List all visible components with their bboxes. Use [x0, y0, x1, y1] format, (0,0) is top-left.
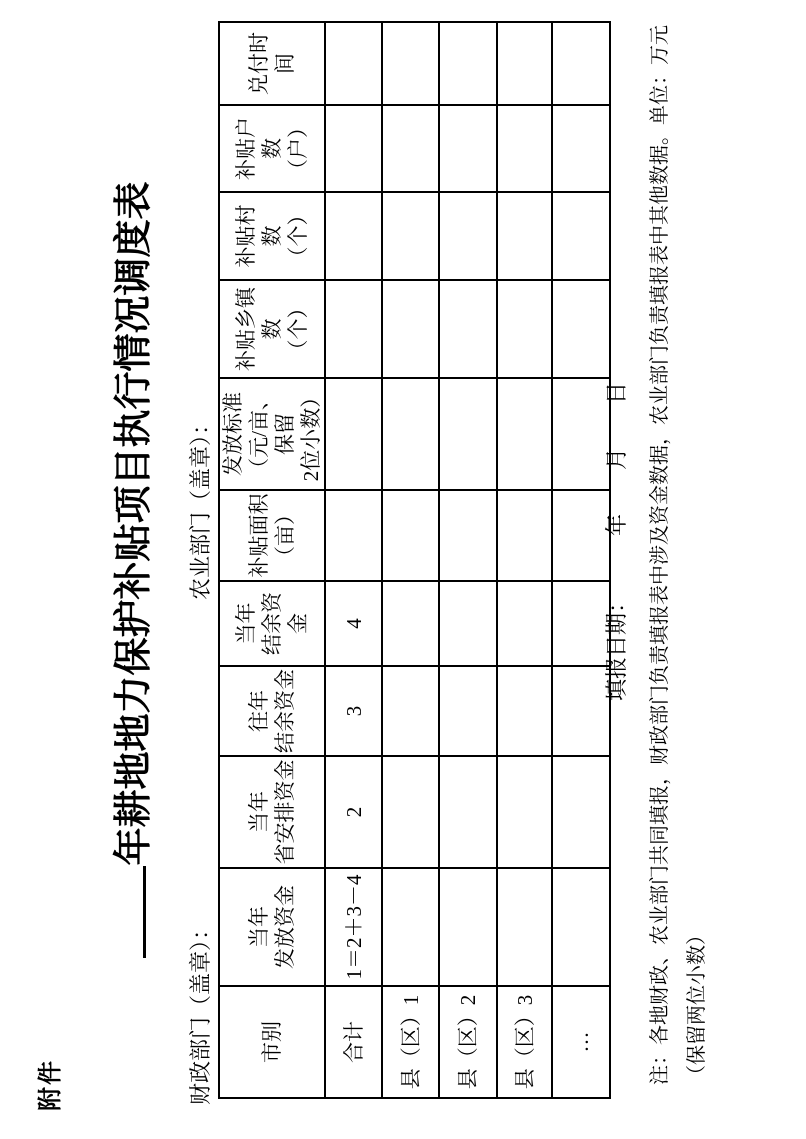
data-cell-empty	[497, 378, 552, 490]
data-cell-empty	[497, 756, 552, 868]
finance-dept-stamp-label: 财政部门（盖章）：	[188, 917, 213, 1105]
data-cell-empty	[439, 192, 497, 280]
year-blank-underline	[113, 866, 146, 958]
data-cell-empty	[497, 22, 552, 105]
row-label-cell: 合计	[325, 986, 382, 1098]
document-title: 年耕地地力保护补贴项目执行情况调度表	[113, 181, 155, 866]
data-cell-empty	[497, 868, 552, 986]
header-cell-dangnian-sheng: 当年 省安排资金	[219, 756, 325, 868]
note-line-1: 注：各地财政、农业部门共同填报，财政部门负责填报表中涉及资金数据，农业部门负责填报表中其他数据。单位：万元	[649, 25, 671, 1085]
table-row	[439, 22, 497, 1098]
data-cell-empty	[497, 666, 552, 756]
data-cell-value: 2	[325, 756, 382, 868]
fill-date-line: 填报日期： 年 月 日	[604, 381, 629, 701]
header-cell-shibie: 市别	[219, 986, 325, 1098]
table-row	[497, 22, 552, 1098]
agriculture-dept-stamp-label: 农业部门（盖章）：	[188, 412, 213, 600]
data-cell-empty	[439, 868, 497, 986]
data-cell-empty	[497, 280, 552, 378]
data-cell-empty	[552, 868, 610, 986]
header-cell-duifu-shijian: 兑付时间	[219, 22, 325, 105]
data-cell-value: 3	[325, 666, 382, 756]
data-cell-value: 1＝2＋3－4	[325, 868, 382, 986]
table-row	[325, 22, 382, 1098]
data-cell-empty	[497, 490, 552, 581]
header-cell-fafang-biaozhun: 发放标准 （元/亩、保留 2位小数）	[219, 378, 325, 490]
notes-block	[642, 5, 716, 1085]
header-cell-wangnian-jieyu: 往年 结余资金	[219, 666, 325, 756]
table-body	[219, 22, 610, 1098]
data-cell-empty	[497, 105, 552, 192]
data-cell-empty	[439, 581, 497, 666]
row-label-cell: …	[552, 986, 610, 1098]
data-cell-empty	[497, 192, 552, 280]
data-cell-empty	[325, 280, 382, 378]
stamp-row	[184, 0, 212, 1139]
data-cell-empty	[382, 378, 439, 490]
data-cell-empty	[439, 378, 497, 490]
row-label-cell: 县（区）2	[439, 986, 497, 1098]
table-header-row	[219, 22, 325, 1098]
data-cell-empty	[382, 105, 439, 192]
data-cell-empty	[439, 280, 497, 378]
data-cell-empty	[382, 192, 439, 280]
data-cell-empty	[439, 490, 497, 581]
subsidy-schedule-table	[218, 21, 611, 1099]
table-row	[382, 22, 439, 1098]
document-title-line	[102, 0, 157, 1139]
data-cell-empty	[552, 280, 610, 378]
row-label-cell: 县（区）1	[382, 986, 439, 1098]
data-cell-empty	[382, 22, 439, 105]
data-cell-empty	[439, 666, 497, 756]
data-cell-empty	[325, 378, 382, 490]
data-cell-empty	[325, 22, 382, 105]
data-cell-empty	[325, 490, 382, 581]
data-cell-empty	[439, 22, 497, 105]
data-cell-empty	[552, 756, 610, 868]
header-cell-butie-hu: 补贴户数 （户）	[219, 105, 325, 192]
note-line-2: （保留两位小数）	[686, 925, 708, 1085]
data-cell-value: 4	[325, 581, 382, 666]
data-cell-empty	[382, 490, 439, 581]
data-cell-empty	[439, 105, 497, 192]
header-cell-butie-cun: 补贴村数 （个）	[219, 192, 325, 280]
header-cell-dangnian-jieyu: 当年 结余资金	[219, 581, 325, 666]
data-cell-empty	[552, 22, 610, 105]
data-cell-empty	[382, 756, 439, 868]
row-label-cell: 县（区）3	[497, 986, 552, 1098]
data-cell-empty	[382, 666, 439, 756]
data-cell-empty	[382, 868, 439, 986]
data-cell-empty	[382, 280, 439, 378]
data-cell-empty	[552, 192, 610, 280]
header-cell-butie-mianji: 补贴面积 （亩）	[219, 490, 325, 581]
data-cell-empty	[497, 581, 552, 666]
attachment-label: 附件	[38, 1059, 64, 1111]
data-cell-empty	[552, 105, 610, 192]
data-cell-empty	[382, 581, 439, 666]
data-cell-empty	[439, 756, 497, 868]
data-cell-empty	[325, 105, 382, 192]
header-cell-dangnian-fafang: 当年 发放资金	[219, 868, 325, 986]
data-cell-empty	[325, 192, 382, 280]
header-cell-butie-xiangzhen: 补贴乡镇数 （个）	[219, 280, 325, 378]
